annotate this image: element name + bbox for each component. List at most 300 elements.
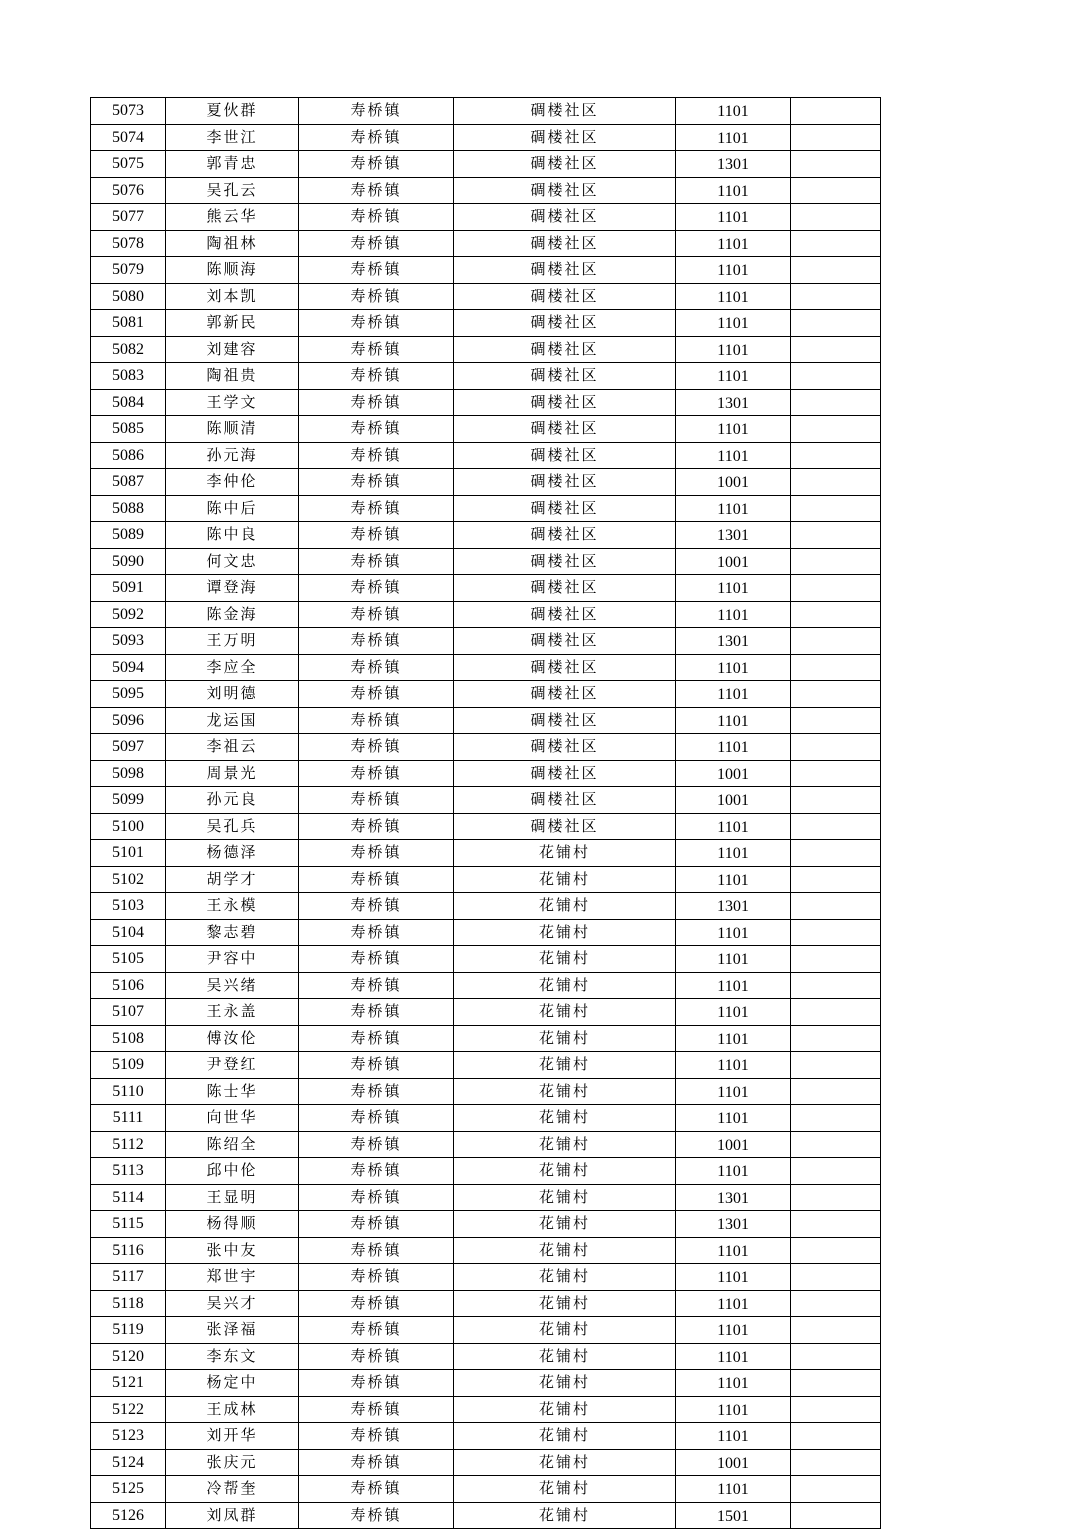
- note-cell: [791, 787, 881, 814]
- note-cell: [791, 230, 881, 257]
- serial-number-cell: 5086: [91, 442, 166, 469]
- village-cell: 花铺村: [454, 1396, 676, 1423]
- village-cell: 碉楼社区: [454, 177, 676, 204]
- village-cell: 碉楼社区: [454, 707, 676, 734]
- person-name-cell: 王永模: [166, 893, 299, 920]
- table-row: [91, 1449, 881, 1476]
- town-cell: 寿桥镇: [299, 601, 454, 628]
- person-name-cell: 李应全: [166, 654, 299, 681]
- person-name-cell: 龙运国: [166, 707, 299, 734]
- village-cell: 碉楼社区: [454, 389, 676, 416]
- table-row: [91, 389, 881, 416]
- person-name-cell: 郭新民: [166, 310, 299, 337]
- person-name-cell: 冷帮奎: [166, 1476, 299, 1503]
- note-cell: [791, 336, 881, 363]
- table-row: [91, 469, 881, 496]
- code-cell: 1301: [676, 151, 791, 178]
- town-cell: 寿桥镇: [299, 204, 454, 231]
- note-cell: [791, 363, 881, 390]
- serial-number-cell: 5098: [91, 760, 166, 787]
- serial-number-cell: 5087: [91, 469, 166, 496]
- serial-number-cell: 5092: [91, 601, 166, 628]
- village-cell: 花铺村: [454, 1131, 676, 1158]
- code-cell: 1101: [676, 1423, 791, 1450]
- table-row: [91, 999, 881, 1026]
- town-cell: 寿桥镇: [299, 1105, 454, 1132]
- town-cell: 寿桥镇: [299, 1476, 454, 1503]
- table-row: [91, 654, 881, 681]
- person-name-cell: 陈金海: [166, 601, 299, 628]
- serial-number-cell: 5121: [91, 1370, 166, 1397]
- person-name-cell: 尹登红: [166, 1052, 299, 1079]
- note-cell: [791, 1290, 881, 1317]
- serial-number-cell: 5079: [91, 257, 166, 284]
- table-row: [91, 1025, 881, 1052]
- serial-number-cell: 5085: [91, 416, 166, 443]
- note-cell: [791, 204, 881, 231]
- person-name-cell: 刘明德: [166, 681, 299, 708]
- code-cell: 1101: [676, 999, 791, 1026]
- serial-number-cell: 5112: [91, 1131, 166, 1158]
- table-row: [91, 734, 881, 761]
- person-name-cell: 杨定中: [166, 1370, 299, 1397]
- table-row: [91, 1290, 881, 1317]
- person-name-cell: 吴兴才: [166, 1290, 299, 1317]
- table-row: [91, 416, 881, 443]
- table-row: [91, 1237, 881, 1264]
- person-name-cell: 胡学才: [166, 866, 299, 893]
- serial-number-cell: 5123: [91, 1423, 166, 1450]
- village-cell: 碉楼社区: [454, 442, 676, 469]
- table-row: [91, 1317, 881, 1344]
- village-cell: 花铺村: [454, 1158, 676, 1185]
- town-cell: 寿桥镇: [299, 813, 454, 840]
- person-name-cell: 郭青忠: [166, 151, 299, 178]
- serial-number-cell: 5118: [91, 1290, 166, 1317]
- table-row: [91, 707, 881, 734]
- code-cell: 1101: [676, 1370, 791, 1397]
- town-cell: 寿桥镇: [299, 1290, 454, 1317]
- village-cell: 碉楼社区: [454, 548, 676, 575]
- person-name-cell: 何文忠: [166, 548, 299, 575]
- note-cell: [791, 469, 881, 496]
- village-cell: 花铺村: [454, 1078, 676, 1105]
- note-cell: [791, 1078, 881, 1105]
- code-cell: 1001: [676, 469, 791, 496]
- village-cell: 花铺村: [454, 1423, 676, 1450]
- serial-number-cell: 5108: [91, 1025, 166, 1052]
- town-cell: 寿桥镇: [299, 1370, 454, 1397]
- village-cell: 碉楼社区: [454, 124, 676, 151]
- town-cell: 寿桥镇: [299, 1317, 454, 1344]
- village-cell: 花铺村: [454, 1052, 676, 1079]
- note-cell: [791, 1370, 881, 1397]
- code-cell: 1101: [676, 230, 791, 257]
- table-row: [91, 893, 881, 920]
- table-row: [91, 336, 881, 363]
- table-row: [91, 151, 881, 178]
- village-cell: 碉楼社区: [454, 628, 676, 655]
- serial-number-cell: 5106: [91, 972, 166, 999]
- person-name-cell: 傅汝伦: [166, 1025, 299, 1052]
- town-cell: 寿桥镇: [299, 1502, 454, 1529]
- person-name-cell: 孙元良: [166, 787, 299, 814]
- table-row: [91, 601, 881, 628]
- town-cell: 寿桥镇: [299, 760, 454, 787]
- note-cell: [791, 1502, 881, 1529]
- serial-number-cell: 5114: [91, 1184, 166, 1211]
- table-row: [91, 1502, 881, 1529]
- town-cell: 寿桥镇: [299, 787, 454, 814]
- person-name-cell: 刘本凯: [166, 283, 299, 310]
- town-cell: 寿桥镇: [299, 1211, 454, 1238]
- code-cell: 1301: [676, 522, 791, 549]
- note-cell: [791, 999, 881, 1026]
- table-row: [91, 1264, 881, 1291]
- code-cell: 1101: [676, 204, 791, 231]
- person-name-cell: 刘凤群: [166, 1502, 299, 1529]
- village-cell: 碉楼社区: [454, 469, 676, 496]
- village-cell: 花铺村: [454, 893, 676, 920]
- person-name-cell: 杨德泽: [166, 840, 299, 867]
- code-cell: 1101: [676, 1025, 791, 1052]
- person-name-cell: 黎志碧: [166, 919, 299, 946]
- code-cell: 1101: [676, 363, 791, 390]
- serial-number-cell: 5078: [91, 230, 166, 257]
- village-cell: 碉楼社区: [454, 787, 676, 814]
- town-cell: 寿桥镇: [299, 124, 454, 151]
- note-cell: [791, 946, 881, 973]
- note-cell: [791, 1449, 881, 1476]
- serial-number-cell: 5125: [91, 1476, 166, 1503]
- code-cell: 1101: [676, 601, 791, 628]
- code-cell: 1101: [676, 1158, 791, 1185]
- village-cell: 花铺村: [454, 1343, 676, 1370]
- village-cell: 花铺村: [454, 972, 676, 999]
- table-row: [91, 1476, 881, 1503]
- note-cell: [791, 548, 881, 575]
- serial-number-cell: 5111: [91, 1105, 166, 1132]
- person-name-cell: 李祖云: [166, 734, 299, 761]
- note-cell: [791, 760, 881, 787]
- person-name-cell: 吴孔云: [166, 177, 299, 204]
- table-row: [91, 1131, 881, 1158]
- village-cell: 碉楼社区: [454, 522, 676, 549]
- person-name-cell: 孙元海: [166, 442, 299, 469]
- town-cell: 寿桥镇: [299, 628, 454, 655]
- serial-number-cell: 5096: [91, 707, 166, 734]
- village-cell: 碉楼社区: [454, 760, 676, 787]
- code-cell: 1301: [676, 1211, 791, 1238]
- note-cell: [791, 628, 881, 655]
- code-cell: 1101: [676, 707, 791, 734]
- town-cell: 寿桥镇: [299, 1237, 454, 1264]
- serial-number-cell: 5109: [91, 1052, 166, 1079]
- village-cell: 碉楼社区: [454, 681, 676, 708]
- village-cell: 碉楼社区: [454, 363, 676, 390]
- person-name-cell: 周景光: [166, 760, 299, 787]
- village-cell: 碉楼社区: [454, 257, 676, 284]
- code-cell: 1101: [676, 336, 791, 363]
- table-row: [91, 866, 881, 893]
- note-cell: [791, 919, 881, 946]
- code-cell: 1101: [676, 1052, 791, 1079]
- code-cell: 1301: [676, 628, 791, 655]
- serial-number-cell: 5122: [91, 1396, 166, 1423]
- village-cell: 花铺村: [454, 1184, 676, 1211]
- note-cell: [791, 389, 881, 416]
- note-cell: [791, 1476, 881, 1503]
- code-cell: 1101: [676, 654, 791, 681]
- town-cell: 寿桥镇: [299, 1343, 454, 1370]
- note-cell: [791, 283, 881, 310]
- person-name-cell: 陈中良: [166, 522, 299, 549]
- note-cell: [791, 734, 881, 761]
- table-row: [91, 1052, 881, 1079]
- village-cell: 花铺村: [454, 1264, 676, 1291]
- person-name-cell: 吴孔兵: [166, 813, 299, 840]
- town-cell: 寿桥镇: [299, 363, 454, 390]
- person-name-cell: 张中友: [166, 1237, 299, 1264]
- note-cell: [791, 1158, 881, 1185]
- town-cell: 寿桥镇: [299, 416, 454, 443]
- note-cell: [791, 1423, 881, 1450]
- person-name-cell: 王显明: [166, 1184, 299, 1211]
- code-cell: 1101: [676, 813, 791, 840]
- village-cell: 花铺村: [454, 999, 676, 1026]
- person-name-cell: 李东文: [166, 1343, 299, 1370]
- code-cell: 1101: [676, 734, 791, 761]
- town-cell: 寿桥镇: [299, 1423, 454, 1450]
- code-cell: 1101: [676, 283, 791, 310]
- village-cell: 碉楼社区: [454, 495, 676, 522]
- town-cell: 寿桥镇: [299, 1131, 454, 1158]
- town-cell: 寿桥镇: [299, 734, 454, 761]
- serial-number-cell: 5119: [91, 1317, 166, 1344]
- table-row: [91, 124, 881, 151]
- note-cell: [791, 840, 881, 867]
- town-cell: 寿桥镇: [299, 1052, 454, 1079]
- town-cell: 寿桥镇: [299, 866, 454, 893]
- table-row: [91, 363, 881, 390]
- table-row: [91, 548, 881, 575]
- note-cell: [791, 1052, 881, 1079]
- table-row: [91, 310, 881, 337]
- note-cell: [791, 495, 881, 522]
- serial-number-cell: 5090: [91, 548, 166, 575]
- village-cell: 花铺村: [454, 946, 676, 973]
- code-cell: 1101: [676, 1343, 791, 1370]
- table-row: [91, 1078, 881, 1105]
- serial-number-cell: 5095: [91, 681, 166, 708]
- person-name-cell: 刘开华: [166, 1423, 299, 1450]
- serial-number-cell: 5102: [91, 866, 166, 893]
- note-cell: [791, 1396, 881, 1423]
- code-cell: 1101: [676, 681, 791, 708]
- table-row: [91, 1370, 881, 1397]
- note-cell: [791, 707, 881, 734]
- person-name-cell: 王学文: [166, 389, 299, 416]
- serial-number-cell: 5076: [91, 177, 166, 204]
- note-cell: [791, 257, 881, 284]
- serial-number-cell: 5107: [91, 999, 166, 1026]
- person-name-cell: 夏伙群: [166, 98, 299, 125]
- code-cell: 1101: [676, 495, 791, 522]
- person-name-cell: 陈绍全: [166, 1131, 299, 1158]
- serial-number-cell: 5094: [91, 654, 166, 681]
- village-cell: 花铺村: [454, 1025, 676, 1052]
- person-name-cell: 李仲伦: [166, 469, 299, 496]
- serial-number-cell: 5116: [91, 1237, 166, 1264]
- table-row: [91, 813, 881, 840]
- table-row: [91, 787, 881, 814]
- note-cell: [791, 1264, 881, 1291]
- person-name-cell: 谭登海: [166, 575, 299, 602]
- serial-number-cell: 5120: [91, 1343, 166, 1370]
- code-cell: 1301: [676, 1184, 791, 1211]
- code-cell: 1101: [676, 442, 791, 469]
- code-cell: 1101: [676, 416, 791, 443]
- table-row: [91, 575, 881, 602]
- code-cell: 1101: [676, 310, 791, 337]
- village-cell: 花铺村: [454, 1237, 676, 1264]
- code-cell: 1101: [676, 1264, 791, 1291]
- note-cell: [791, 124, 881, 151]
- town-cell: 寿桥镇: [299, 1025, 454, 1052]
- serial-number-cell: 5113: [91, 1158, 166, 1185]
- town-cell: 寿桥镇: [299, 1396, 454, 1423]
- village-cell: 花铺村: [454, 840, 676, 867]
- serial-number-cell: 5080: [91, 283, 166, 310]
- village-cell: 花铺村: [454, 1476, 676, 1503]
- town-cell: 寿桥镇: [299, 548, 454, 575]
- village-cell: 碉楼社区: [454, 601, 676, 628]
- village-cell: 花铺村: [454, 1211, 676, 1238]
- note-cell: [791, 151, 881, 178]
- person-name-cell: 王成林: [166, 1396, 299, 1423]
- note-cell: [791, 442, 881, 469]
- village-cell: 碉楼社区: [454, 654, 676, 681]
- village-cell: 花铺村: [454, 1290, 676, 1317]
- serial-number-cell: 5097: [91, 734, 166, 761]
- town-cell: 寿桥镇: [299, 495, 454, 522]
- town-cell: 寿桥镇: [299, 442, 454, 469]
- note-cell: [791, 177, 881, 204]
- serial-number-cell: 5101: [91, 840, 166, 867]
- person-name-cell: 张泽福: [166, 1317, 299, 1344]
- note-cell: [791, 972, 881, 999]
- table-row: [91, 760, 881, 787]
- person-name-cell: 杨得顺: [166, 1211, 299, 1238]
- town-cell: 寿桥镇: [299, 919, 454, 946]
- serial-number-cell: 5077: [91, 204, 166, 231]
- code-cell: 1101: [676, 840, 791, 867]
- note-cell: [791, 601, 881, 628]
- person-name-cell: 张庆元: [166, 1449, 299, 1476]
- village-cell: 碉楼社区: [454, 283, 676, 310]
- town-cell: 寿桥镇: [299, 707, 454, 734]
- table-row: [91, 177, 881, 204]
- town-cell: 寿桥镇: [299, 1158, 454, 1185]
- town-cell: 寿桥镇: [299, 389, 454, 416]
- person-name-cell: 陈士华: [166, 1078, 299, 1105]
- table-row: [91, 840, 881, 867]
- code-cell: 1001: [676, 1449, 791, 1476]
- person-name-cell: 陶祖林: [166, 230, 299, 257]
- person-name-cell: 陈顺清: [166, 416, 299, 443]
- village-cell: 碉楼社区: [454, 98, 676, 125]
- note-cell: [791, 893, 881, 920]
- village-cell: 碉楼社区: [454, 310, 676, 337]
- person-name-cell: 王万明: [166, 628, 299, 655]
- table-row: [91, 1343, 881, 1370]
- code-cell: 1501: [676, 1502, 791, 1529]
- village-cell: 花铺村: [454, 1449, 676, 1476]
- town-cell: 寿桥镇: [299, 522, 454, 549]
- person-name-cell: 陶祖贵: [166, 363, 299, 390]
- note-cell: [791, 575, 881, 602]
- person-name-cell: 尹容中: [166, 946, 299, 973]
- serial-number-cell: 5099: [91, 787, 166, 814]
- table-row: [91, 1184, 881, 1211]
- village-cell: 花铺村: [454, 1370, 676, 1397]
- town-cell: 寿桥镇: [299, 946, 454, 973]
- code-cell: 1101: [676, 1290, 791, 1317]
- code-cell: 1101: [676, 1396, 791, 1423]
- person-name-cell: 李世江: [166, 124, 299, 151]
- table-row: [91, 283, 881, 310]
- town-cell: 寿桥镇: [299, 336, 454, 363]
- serial-number-cell: 5091: [91, 575, 166, 602]
- code-cell: 1301: [676, 389, 791, 416]
- code-cell: 1101: [676, 1237, 791, 1264]
- village-cell: 碉楼社区: [454, 230, 676, 257]
- note-cell: [791, 1211, 881, 1238]
- town-cell: 寿桥镇: [299, 177, 454, 204]
- code-cell: 1101: [676, 1105, 791, 1132]
- code-cell: 1001: [676, 787, 791, 814]
- village-cell: 碉楼社区: [454, 734, 676, 761]
- town-cell: 寿桥镇: [299, 840, 454, 867]
- table-row: [91, 98, 881, 125]
- code-cell: 1101: [676, 972, 791, 999]
- serial-number-cell: 5083: [91, 363, 166, 390]
- person-name-cell: 王永盖: [166, 999, 299, 1026]
- serial-number-cell: 5110: [91, 1078, 166, 1105]
- village-cell: 碉楼社区: [454, 575, 676, 602]
- village-cell: 碉楼社区: [454, 416, 676, 443]
- village-cell: 花铺村: [454, 866, 676, 893]
- note-cell: [791, 813, 881, 840]
- code-cell: 1301: [676, 893, 791, 920]
- person-name-cell: 向世华: [166, 1105, 299, 1132]
- table-row: [91, 204, 881, 231]
- village-cell: 花铺村: [454, 1105, 676, 1132]
- note-cell: [791, 1105, 881, 1132]
- village-cell: 碉楼社区: [454, 204, 676, 231]
- town-cell: 寿桥镇: [299, 681, 454, 708]
- town-cell: 寿桥镇: [299, 283, 454, 310]
- town-cell: 寿桥镇: [299, 230, 454, 257]
- serial-number-cell: 5117: [91, 1264, 166, 1291]
- person-name-cell: 刘建容: [166, 336, 299, 363]
- village-cell: 花铺村: [454, 1502, 676, 1529]
- note-cell: [791, 1025, 881, 1052]
- town-cell: 寿桥镇: [299, 1264, 454, 1291]
- village-cell: 碉楼社区: [454, 336, 676, 363]
- code-cell: 1101: [676, 1078, 791, 1105]
- code-cell: 1101: [676, 946, 791, 973]
